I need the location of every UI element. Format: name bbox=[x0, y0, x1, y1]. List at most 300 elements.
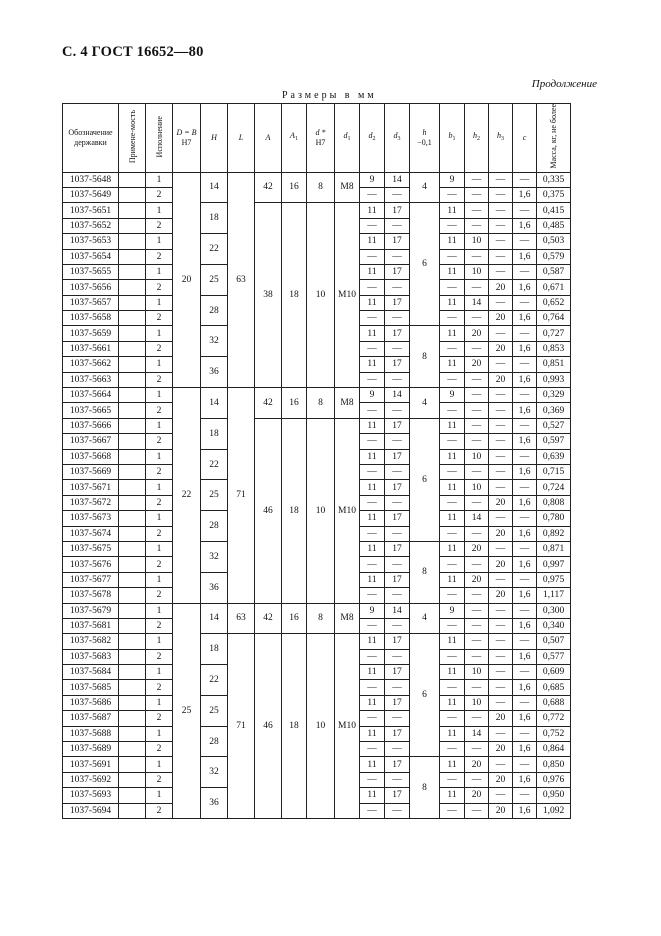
cell-mass: 0,997 bbox=[537, 557, 571, 572]
cell-c: 1,6 bbox=[513, 526, 537, 541]
cell-h: 28 bbox=[201, 511, 228, 542]
cell-d3: 17 bbox=[385, 295, 410, 310]
cell-version: 2 bbox=[146, 742, 173, 757]
cell-a1: 16 bbox=[282, 388, 307, 419]
cell-c: 1,6 bbox=[513, 280, 537, 295]
cell-h2: — bbox=[465, 372, 489, 387]
cell-code: 1037-5685 bbox=[63, 680, 119, 695]
cell-h3: 20 bbox=[489, 557, 513, 572]
cell-h3: 20 bbox=[489, 588, 513, 603]
cell-d2: — bbox=[360, 465, 385, 480]
cell-version: 2 bbox=[146, 280, 173, 295]
cell-mass: 0,975 bbox=[537, 572, 571, 587]
cell-b1: 11 bbox=[440, 572, 465, 587]
cell-h2: — bbox=[465, 172, 489, 187]
cell-applicability bbox=[119, 372, 146, 387]
col-d2-header: $d_2$ bbox=[360, 104, 385, 173]
cell-h: 36 bbox=[201, 357, 228, 388]
cell-d3: — bbox=[385, 280, 410, 295]
cell-code: 1037-5672 bbox=[63, 495, 119, 510]
cell-mass: 0,851 bbox=[537, 357, 571, 372]
cell-code: 1037-5666 bbox=[63, 418, 119, 433]
cell-mass: 1,092 bbox=[537, 803, 571, 818]
cell-d2: — bbox=[360, 187, 385, 202]
cell-applicability bbox=[119, 480, 146, 495]
cell-version: 1 bbox=[146, 326, 173, 341]
cell-d3: — bbox=[385, 772, 410, 787]
cell-applicability bbox=[119, 203, 146, 218]
cell-d2: — bbox=[360, 649, 385, 664]
cell-mass: 0,764 bbox=[537, 311, 571, 326]
cell-b1: — bbox=[440, 742, 465, 757]
cell-c: — bbox=[513, 634, 537, 649]
cell-version: 1 bbox=[146, 757, 173, 772]
cell-d2: — bbox=[360, 249, 385, 264]
cell-mass: 0,375 bbox=[537, 187, 571, 202]
cell-a: 38 bbox=[255, 203, 282, 388]
holders-table bbox=[62, 103, 571, 819]
cell-code: 1037-5659 bbox=[63, 326, 119, 341]
cell-h: 4 bbox=[410, 172, 440, 203]
cell-h2: — bbox=[465, 249, 489, 264]
cell-d: 8 bbox=[307, 603, 335, 634]
cell-b1: 9 bbox=[440, 172, 465, 187]
cell-d1: M10 bbox=[335, 203, 360, 388]
cell-b1: — bbox=[440, 618, 465, 633]
cell-h2: — bbox=[465, 772, 489, 787]
cell-h3: — bbox=[489, 603, 513, 618]
cell-h: 32 bbox=[201, 326, 228, 357]
cell-h3: — bbox=[489, 434, 513, 449]
cell-code: 1037-5669 bbox=[63, 465, 119, 480]
cell-d2: — bbox=[360, 218, 385, 233]
cell-applicability bbox=[119, 772, 146, 787]
cell-code: 1037-5673 bbox=[63, 511, 119, 526]
cell-code: 1037-5675 bbox=[63, 541, 119, 556]
cell-b1: 11 bbox=[440, 757, 465, 772]
cell-version: 2 bbox=[146, 711, 173, 726]
cell-d3: 17 bbox=[385, 695, 410, 710]
cell-b1: 9 bbox=[440, 388, 465, 403]
cell-h3: — bbox=[489, 234, 513, 249]
cell-h3: — bbox=[489, 726, 513, 741]
cell-c: 1,6 bbox=[513, 557, 537, 572]
cell-d3: — bbox=[385, 218, 410, 233]
cell-d3: 17 bbox=[385, 572, 410, 587]
cell-version: 2 bbox=[146, 218, 173, 233]
cell-code: 1037-5658 bbox=[63, 311, 119, 326]
cell-h3: — bbox=[489, 680, 513, 695]
cell-applicability bbox=[119, 618, 146, 633]
cell-d3: 17 bbox=[385, 264, 410, 279]
cell-applicability bbox=[119, 234, 146, 249]
cell-version: 1 bbox=[146, 388, 173, 403]
cell-applicability bbox=[119, 572, 146, 587]
cell-h: 18 bbox=[201, 634, 228, 665]
cell-a1: 18 bbox=[282, 418, 307, 603]
cell-applicability bbox=[119, 649, 146, 664]
cell-mass: 0,527 bbox=[537, 418, 571, 433]
cell-mass: 0,715 bbox=[537, 465, 571, 480]
cell-h: 25 bbox=[201, 264, 228, 295]
cell-d1: M10 bbox=[335, 418, 360, 603]
cell-b1: — bbox=[440, 772, 465, 787]
cell-mass: 1,117 bbox=[537, 588, 571, 603]
cell-d2: — bbox=[360, 803, 385, 818]
cell-d: 25 bbox=[173, 603, 201, 818]
cell-version: 2 bbox=[146, 557, 173, 572]
cell-version: 2 bbox=[146, 341, 173, 356]
cell-applicability bbox=[119, 341, 146, 356]
cell-mass: 0,685 bbox=[537, 680, 571, 695]
cell-b1: 11 bbox=[440, 541, 465, 556]
cell-b1: 11 bbox=[440, 357, 465, 372]
cell-code: 1037-5683 bbox=[63, 649, 119, 664]
cell-applicability bbox=[119, 434, 146, 449]
cell-applicability bbox=[119, 511, 146, 526]
cell-h3: — bbox=[489, 665, 513, 680]
table-body bbox=[63, 172, 571, 818]
cell-l: 63 bbox=[228, 603, 255, 634]
cell-h: 28 bbox=[201, 295, 228, 326]
cell-h3: 20 bbox=[489, 341, 513, 356]
cell-mass: 0,850 bbox=[537, 757, 571, 772]
cell-applicability bbox=[119, 172, 146, 187]
cell-d1: M8 bbox=[335, 603, 360, 634]
cell-mass: 0,772 bbox=[537, 711, 571, 726]
cell-version: 2 bbox=[146, 249, 173, 264]
cell-c: 1,6 bbox=[513, 742, 537, 757]
cell-code: 1037-5663 bbox=[63, 372, 119, 387]
cell-d: 10 bbox=[307, 634, 335, 819]
cell-b1: 9 bbox=[440, 603, 465, 618]
cell-h3: — bbox=[489, 465, 513, 480]
cell-applicability bbox=[119, 541, 146, 556]
cell-d: 8 bbox=[307, 388, 335, 419]
cell-d3: — bbox=[385, 557, 410, 572]
col-version-header: Исполнение bbox=[146, 104, 173, 173]
cell-b1: — bbox=[440, 280, 465, 295]
col-applicability-header: Примене-мость bbox=[119, 104, 146, 173]
cell-code: 1037-5687 bbox=[63, 711, 119, 726]
col-d1-header: $d_1$ bbox=[335, 104, 360, 173]
cell-d3: — bbox=[385, 711, 410, 726]
cell-c: — bbox=[513, 418, 537, 433]
cell-code: 1037-5662 bbox=[63, 357, 119, 372]
continuation-label: Продолжение bbox=[531, 78, 597, 90]
cell-b1: 11 bbox=[440, 634, 465, 649]
cell-d3: — bbox=[385, 465, 410, 480]
cell-h: 6 bbox=[410, 203, 440, 326]
cell-d3: — bbox=[385, 495, 410, 510]
cell-b1: 11 bbox=[440, 511, 465, 526]
cell-b1: 11 bbox=[440, 665, 465, 680]
cell-applicability bbox=[119, 757, 146, 772]
cell-d2: 9 bbox=[360, 172, 385, 187]
cell-version: 2 bbox=[146, 588, 173, 603]
cell-applicability bbox=[119, 187, 146, 202]
cell-l: 71 bbox=[228, 634, 255, 819]
cell-code: 1037-5694 bbox=[63, 803, 119, 818]
cell-b1: — bbox=[440, 803, 465, 818]
cell-version: 1 bbox=[146, 172, 173, 187]
cell-h3: — bbox=[489, 357, 513, 372]
cell-code: 1037-5677 bbox=[63, 572, 119, 587]
cell-d2: — bbox=[360, 311, 385, 326]
cell-mass: 0,577 bbox=[537, 649, 571, 664]
cell-h3: — bbox=[489, 757, 513, 772]
cell-b1: 11 bbox=[440, 326, 465, 341]
cell-h: 18 bbox=[201, 203, 228, 234]
cell-h2: — bbox=[465, 203, 489, 218]
cell-b1: — bbox=[440, 434, 465, 449]
cell-h3: — bbox=[489, 388, 513, 403]
cell-c: 1,6 bbox=[513, 311, 537, 326]
page-header: С. 4 ГОСТ 16652—80 bbox=[62, 44, 204, 60]
cell-applicability bbox=[119, 788, 146, 803]
cell-b1: 11 bbox=[440, 695, 465, 710]
cell-mass: 0,724 bbox=[537, 480, 571, 495]
cell-h2: — bbox=[465, 434, 489, 449]
cell-h3: — bbox=[489, 172, 513, 187]
cell-version: 2 bbox=[146, 649, 173, 664]
cell-d1: M8 bbox=[335, 172, 360, 203]
cell-code: 1037-5665 bbox=[63, 403, 119, 418]
cell-code: 1037-5657 bbox=[63, 295, 119, 310]
cell-code: 1037-5654 bbox=[63, 249, 119, 264]
cell-applicability bbox=[119, 403, 146, 418]
cell-h3: — bbox=[489, 480, 513, 495]
cell-d3: — bbox=[385, 187, 410, 202]
cell-h2: — bbox=[465, 680, 489, 695]
cell-d3: — bbox=[385, 372, 410, 387]
cell-mass: 0,587 bbox=[537, 264, 571, 279]
cell-version: 1 bbox=[146, 726, 173, 741]
cell-b1: — bbox=[440, 588, 465, 603]
cell-d3: 17 bbox=[385, 203, 410, 218]
cell-c: — bbox=[513, 388, 537, 403]
cell-d3: — bbox=[385, 649, 410, 664]
cell-code: 1037-5664 bbox=[63, 388, 119, 403]
cell-h3: — bbox=[489, 618, 513, 633]
cell-d3: 17 bbox=[385, 757, 410, 772]
cell-applicability bbox=[119, 311, 146, 326]
cell-mass: 0,335 bbox=[537, 172, 571, 187]
col-A-header: A bbox=[255, 104, 282, 173]
cell-c: 1,6 bbox=[513, 711, 537, 726]
cell-code: 1037-5668 bbox=[63, 449, 119, 464]
cell-version: 1 bbox=[146, 634, 173, 649]
cell-c: 1,6 bbox=[513, 372, 537, 387]
cell-h3: — bbox=[489, 788, 513, 803]
cell-h: 32 bbox=[201, 757, 228, 788]
cell-h: 6 bbox=[410, 418, 440, 541]
cell-b1: — bbox=[440, 495, 465, 510]
cell-h3: — bbox=[489, 203, 513, 218]
cell-d3: — bbox=[385, 249, 410, 264]
cell-applicability bbox=[119, 557, 146, 572]
cell-c: — bbox=[513, 357, 537, 372]
cell-c: — bbox=[513, 203, 537, 218]
cell-applicability bbox=[119, 326, 146, 341]
cell-applicability bbox=[119, 603, 146, 618]
cell-d3: — bbox=[385, 680, 410, 695]
cell-c: — bbox=[513, 572, 537, 587]
cell-d2: 11 bbox=[360, 541, 385, 556]
cell-mass: 0,415 bbox=[537, 203, 571, 218]
cell-h2: 14 bbox=[465, 295, 489, 310]
cell-c: — bbox=[513, 449, 537, 464]
cell-c: 1,6 bbox=[513, 618, 537, 633]
cell-d: 20 bbox=[173, 172, 201, 387]
cell-d2: 11 bbox=[360, 726, 385, 741]
cell-mass: 0,976 bbox=[537, 772, 571, 787]
cell-d2: 11 bbox=[360, 418, 385, 433]
cell-version: 1 bbox=[146, 203, 173, 218]
col-h-header: h −0,1 bbox=[410, 104, 440, 173]
cell-h3: — bbox=[489, 649, 513, 664]
cell-b1: — bbox=[440, 372, 465, 387]
cell-a: 42 bbox=[255, 603, 282, 634]
cell-d: 10 bbox=[307, 203, 335, 388]
cell-applicability bbox=[119, 634, 146, 649]
cell-h3: — bbox=[489, 511, 513, 526]
cell-h: 8 bbox=[410, 326, 440, 388]
cell-d2: 11 bbox=[360, 695, 385, 710]
cell-h2: — bbox=[465, 526, 489, 541]
cell-a1: 16 bbox=[282, 603, 307, 634]
cell-c: 1,6 bbox=[513, 187, 537, 202]
cell-h: 22 bbox=[201, 449, 228, 480]
cell-b1: 11 bbox=[440, 295, 465, 310]
cell-h2: — bbox=[465, 649, 489, 664]
cell-a1: 16 bbox=[282, 172, 307, 203]
cell-c: — bbox=[513, 234, 537, 249]
cell-h2: — bbox=[465, 742, 489, 757]
cell-d2: 11 bbox=[360, 572, 385, 587]
cell-version: 1 bbox=[146, 603, 173, 618]
cell-h: 8 bbox=[410, 541, 440, 603]
cell-mass: 0,671 bbox=[537, 280, 571, 295]
cell-b1: 11 bbox=[440, 449, 465, 464]
cell-c: 1,6 bbox=[513, 218, 537, 233]
cell-d3: — bbox=[385, 341, 410, 356]
cell-b1: — bbox=[440, 218, 465, 233]
cell-d3: — bbox=[385, 403, 410, 418]
cell-c: — bbox=[513, 603, 537, 618]
cell-applicability bbox=[119, 495, 146, 510]
cell-h2: 10 bbox=[465, 264, 489, 279]
cell-c: 1,6 bbox=[513, 465, 537, 480]
cell-b1: 11 bbox=[440, 726, 465, 741]
cell-d3: — bbox=[385, 803, 410, 818]
cell-version: 2 bbox=[146, 526, 173, 541]
cell-b1: — bbox=[440, 403, 465, 418]
cell-version: 1 bbox=[146, 541, 173, 556]
cell-version: 2 bbox=[146, 465, 173, 480]
cell-h2: — bbox=[465, 557, 489, 572]
cell-code: 1037-5693 bbox=[63, 788, 119, 803]
cell-d3: — bbox=[385, 526, 410, 541]
cell-h2: — bbox=[465, 465, 489, 480]
cell-h2: 20 bbox=[465, 326, 489, 341]
cell-h: 22 bbox=[201, 234, 228, 265]
cell-d2: 11 bbox=[360, 511, 385, 526]
cell-d2: 11 bbox=[360, 757, 385, 772]
cell-h: 32 bbox=[201, 541, 228, 572]
cell-h2: — bbox=[465, 341, 489, 356]
cell-d3: 17 bbox=[385, 449, 410, 464]
cell-d2: 11 bbox=[360, 326, 385, 341]
cell-c: — bbox=[513, 788, 537, 803]
cell-h: 4 bbox=[410, 388, 440, 419]
cell-mass: 0,507 bbox=[537, 634, 571, 649]
cell-d3: 17 bbox=[385, 634, 410, 649]
cell-version: 1 bbox=[146, 788, 173, 803]
cell-version: 2 bbox=[146, 803, 173, 818]
cell-d2: 9 bbox=[360, 388, 385, 403]
cell-c: — bbox=[513, 172, 537, 187]
cell-code: 1037-5653 bbox=[63, 234, 119, 249]
cell-h: 14 bbox=[201, 388, 228, 419]
cell-d2: 11 bbox=[360, 357, 385, 372]
cell-h2: 14 bbox=[465, 726, 489, 741]
cell-h2: 10 bbox=[465, 449, 489, 464]
cell-code: 1037-5682 bbox=[63, 634, 119, 649]
cell-mass: 0,752 bbox=[537, 726, 571, 741]
cell-applicability bbox=[119, 418, 146, 433]
cell-d3: 17 bbox=[385, 541, 410, 556]
cell-d2: 11 bbox=[360, 788, 385, 803]
cell-applicability bbox=[119, 357, 146, 372]
cell-a: 42 bbox=[255, 388, 282, 419]
cell-mass: 0,892 bbox=[537, 526, 571, 541]
cell-h2: 20 bbox=[465, 788, 489, 803]
cell-mass: 0,609 bbox=[537, 665, 571, 680]
cell-d2: 11 bbox=[360, 234, 385, 249]
col-h2-header: $h_2$ bbox=[465, 104, 489, 173]
cell-b1: — bbox=[440, 465, 465, 480]
cell-code: 1037-5688 bbox=[63, 726, 119, 741]
cell-h2: — bbox=[465, 187, 489, 202]
cell-code: 1037-5671 bbox=[63, 480, 119, 495]
cell-h3: — bbox=[489, 572, 513, 587]
cell-mass: 0,369 bbox=[537, 403, 571, 418]
cell-h2: 14 bbox=[465, 511, 489, 526]
cell-mass: 0,950 bbox=[537, 788, 571, 803]
cell-version: 1 bbox=[146, 357, 173, 372]
cell-code: 1037-5656 bbox=[63, 280, 119, 295]
cell-c: — bbox=[513, 295, 537, 310]
cell-b1: — bbox=[440, 187, 465, 202]
cell-d2: — bbox=[360, 711, 385, 726]
cell-applicability bbox=[119, 449, 146, 464]
cell-d2: — bbox=[360, 772, 385, 787]
cell-version: 2 bbox=[146, 311, 173, 326]
cell-mass: 0,993 bbox=[537, 372, 571, 387]
cell-mass: 0,579 bbox=[537, 249, 571, 264]
cell-applicability bbox=[119, 526, 146, 541]
cell-applicability bbox=[119, 388, 146, 403]
cell-h: 6 bbox=[410, 634, 440, 757]
cell-c: 1,6 bbox=[513, 680, 537, 695]
cell-applicability bbox=[119, 680, 146, 695]
cell-mass: 0,808 bbox=[537, 495, 571, 510]
cell-h: 14 bbox=[201, 172, 228, 203]
cell-b1: — bbox=[440, 341, 465, 356]
col-L-header: L bbox=[228, 104, 255, 173]
cell-c: — bbox=[513, 695, 537, 710]
